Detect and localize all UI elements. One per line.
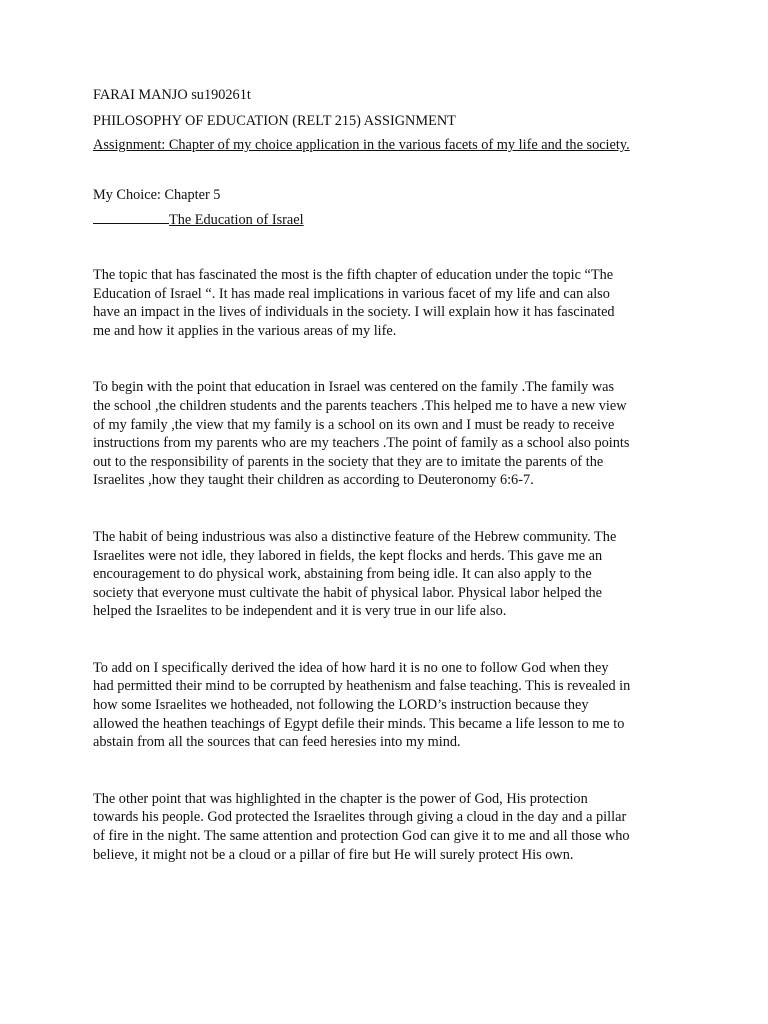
paragraph-line: The habit of being industrious was also a distinctive feature of the Hebrew community. The: [93, 528, 617, 545]
paragraph-line: The topic that has fascinated the most is the fifth chapter of education under the topic “The: [93, 266, 614, 283]
paragraph-1: [93, 266, 685, 340]
paragraph-line: helped the Israelites to be independent and it is very true in our life also.: [93, 603, 507, 620]
course-line: PHILOSOPHY OF EDUCATION (RELT 215) ASSIGNMENT: [93, 112, 456, 129]
paragraph-line: the school ,the children students and the parents teachers .This helped me to have a new view: [93, 397, 627, 414]
paragraph-line: Israelites were not idle, they labored in fields, the kept flocks and herds. This gave me an: [93, 547, 603, 564]
paragraph-line: of fire in the night. The same attention and protection God can give it to me and all those who: [93, 828, 630, 845]
paragraph-4: [93, 659, 685, 752]
paragraph-line: me and how it applies in the various areas of my life.: [93, 322, 397, 339]
choice-line: My Choice: Chapter 5: [93, 186, 221, 203]
paragraph-3: [93, 528, 685, 621]
paragraph-line: abstain from all the sources that can feed heresies into my mind.: [93, 734, 461, 751]
author-line: FARAI MANJO su190261t: [93, 87, 251, 103]
paragraph-line: encouragement to do physical work, abstaining from being idle. It can also apply to the: [93, 566, 592, 583]
chapter-title: The Education of Israel: [169, 212, 304, 229]
paragraph-2: [93, 378, 685, 490]
paragraph-line: instructions from my parents who are my teachers .The point of family as a school also points: [93, 435, 630, 452]
chapter-title-line: [93, 210, 685, 230]
paragraph-line: allowed the heathen teachings of Egypt defile their minds. This became a life lesson to me to: [93, 715, 625, 732]
paragraph-line: had permitted their mind to be corrupted by heathenism and false teaching. This is revealed in: [93, 678, 631, 695]
paragraph-line: Israelites ,how they taught their children as according to Deuteronomy 6:6-7.: [93, 472, 534, 489]
paragraph-line: how some Israelites we hotheaded, not following the LORD’s instruction because they: [93, 697, 589, 714]
paragraph-line: have an impact in the lives of individuals in the society. I will explain how it has fascinated: [93, 304, 615, 321]
paragraph-line: of my family ,the view that my family is a school on its own and I must be ready to receive: [93, 416, 615, 433]
paragraph-line: Education of Israel “. It has made real implications in various facet of my life and can also: [93, 285, 610, 302]
paragraph-line: The other point that was highlighted in the chapter is the power of God, His protection: [93, 790, 588, 807]
document-body: [93, 86, 685, 864]
paragraph-line: To begin with the point that education in Israel was centered on the family .The family was: [93, 379, 615, 396]
assignment-line: Assignment: Chapter of my choice application in the various facets of my life and the society.: [93, 137, 630, 154]
paragraph-line: society that everyone must cultivate the habit of physical labor. Physical labor helped the: [93, 584, 602, 601]
title-underline-rule: [93, 210, 169, 224]
paragraph-line: To add on I specifically derived the idea of how hard it is no one to follow God when they: [93, 659, 609, 676]
paragraph-line: out to the responsibility of parents in the society that they are to imitate the parents of the: [93, 453, 604, 470]
paragraph-line: towards his people. God protected the Israelites through giving a cloud in the day and a pillar: [93, 809, 627, 826]
paragraph-line: believe, it might not be a cloud or a pillar of fire but He will surely protect His own.: [93, 846, 574, 863]
paragraph-5: [93, 790, 685, 864]
